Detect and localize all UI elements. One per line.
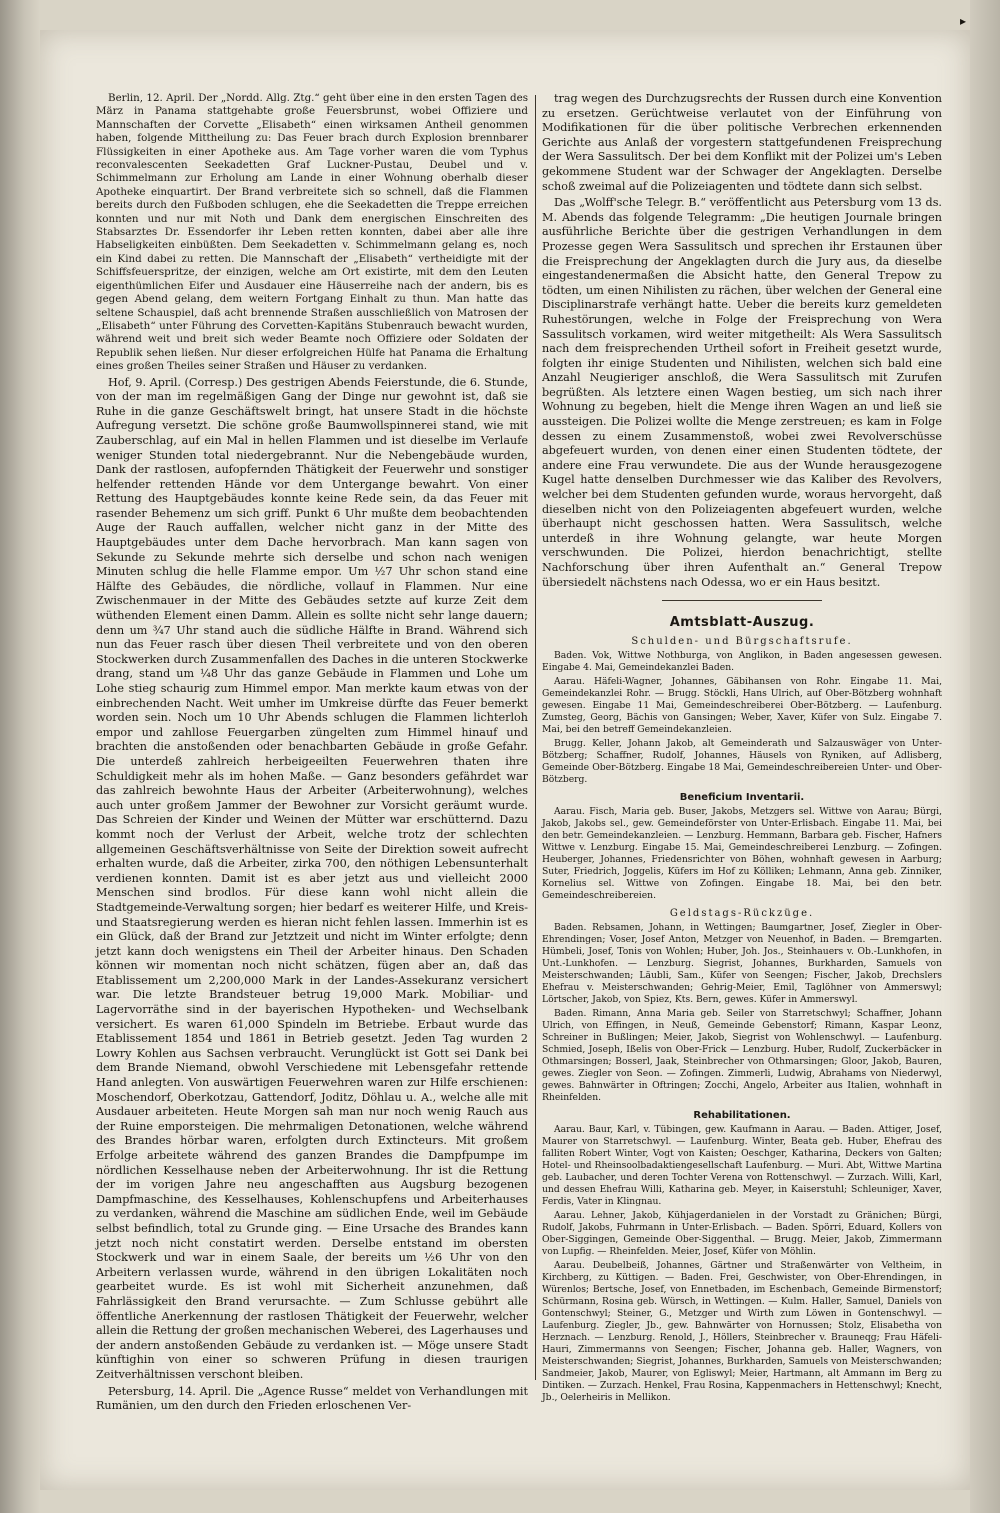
geldstag-entry: Baden. Rimann, Anna Maria geb. Seiler von Starretschwyl; Schaffner, Johann Ulrich, von Effingen, in Neuß, Gemeinde Gebenstorf; Rimann, Kaspar Leonz, Schreiner in Bußlingen; Meier, Jakob, Siegrist von Wohlenschwyl. — Laufenburg. Schmied, Joseph, Ißelis von Ober-Frick — Lenzburg. Huber, Rudolf, Zuckerbäcker in Othmarsingen; Bosserl, Jaak, Steinbrecher von Othmarsingen; Gloor, Jakob, Bauren, gewes. Ziegler von Seon. — Zofingen. Zimmerli, Ludwig, Abrahams von Niederwyl, gewes. Bahnwärter in Oftringen; Zocchi, Angelo, Arbeiter aus Italien, wohnhaft in Rheinfelden. — [542, 1008, 942, 1104]
rehab-entry: Aarau. Deubelbeiß, Johannes, Gärtner und Straßenwärter von Veltheim, in Kirchberg, zu Küttigen. — Baden. Frei, Geschwister, von Ober-Ehrendingen, in Würenlos; Bertsche, Josef, von Ennetbaden, im Eschenbach, Gemeinde Birmenstorf; Schürmann, Rosina geb. Würsch, in Wettingen. — Kulm. Haller, Samuel, Daniels von Gontenschwyl; Steiner, G., Metzger und Wirth zum Löwen in Gontenschwyl. — Laufenburg. Ziegler, Jb., gew. Bahnwärter von Hornussen; Stolz, Elisabetha von Herznach. — Lenzburg. Renold, J., Höllers, Steinbrecher v. Brauneqg; Frau Häfeli-Hauri, Zimmermanns von Seengen; Fischer, Johanna geb. Haller, Wagners, von Meisterschwanden; Siegrist, Johannes, Burkharden, Samuels von Meisterschwanden; Sandmeier, Jakob, Maurer, von Egliswyl; Meier, Hartmann, alt Ammann im Berg zu Dintiken. — Zurzach. Henkel, Frau Rosina, Kappenmachers in Hettenschwyl; Knecht, Jb., Oelerheiris in Mellikon. — [542, 1260, 942, 1404]
article-petersburg: Petersburg, 14. April. Die „Agence Russe“ meldet von Verhandlungen mit Rumänien, um den durch den Frieden erloschenen Ver- — [96, 1384, 528, 1413]
schulden-entry: Brugg. Keller, Johann Jakob, alt Gemeinderath und Salzauswäger von Unter-Bötzberg; Schaffner, Rudolf, Johannes, Häusels von Ryniken, auf Adlisberg, Gemeinde Ober-Bötzberg. Eingabe 18 Mai, Gemeindeschreibereien Unter- und Ober-Bötzberg. — [542, 738, 942, 786]
rehab-heading: Rehabilitationen. — [693, 1110, 791, 1122]
article-berlin: Berlin, 12. April. Der „Nordd. Allg. Ztg.“ geht über eine in den ersten Tagen des März in Panama stattgehabte große Feuersbrunst, wobei Offiziere und Mannschaften der Corvette „Elisabeth“ einen wirksamen Antheil genommen haben, folgende Mittheilung zu: Das Feuer brach durch Explosion brennbarer Flüssigkeiten in einer Apotheke aus. Am Tage vorher waren die vom Typhus reconvalescenten Seekadetten Graf Luckner-Pustau, Deubel und v. Schimmelmann zur Erholung am Lande in einer Wohnung oberhalb dieser Apotheke einquartirt. Der Brand verbreitete sich so schnell, daß die Flammen bereits durch den Fußboden schlugen, ehe die Seekadetten die Treppe erreichen konnten und nur mit Noth und Dank dem energischen Einschreiten des Stabsarztes Dr. Essendorfer ihr Leben retten konnten, dabei aber alle ihre Habseligkeiten einbüßten. Dem Seekadetten v. Schimmelmann gelang es, noch ein Kind dabei zu retten. Die Mannschaft der „Elisabeth“ vertheidigte mit der Schiffsfeuerspritze, der einzigen, welche am Ort existirte, mit dem den Leuten eigenthümlichen Eifer und Ausdauer eine Häuserreihe nach der andern, bis es gegen Abend gelang, dem weitern Fortgang Einhalt zu thun. Man hatte das seltene Schauspiel, daß acht brennende Straßen ausschließlich von Matrosen der „Elisabeth“ unter Führung des Corvetten-Kapitäns Stubenrauch bewacht wurden, während weit und breit sich weder Beamte noch Offiziere oder Soldaten der Republik sehen ließen. Nur dieser erfolgreichen Hülfe hat Panama die Erhaltung eines großen Theiles seiner Straßen und Häuser zu verdanken. — [96, 92, 528, 373]
binding-gutter — [0, 0, 40, 1513]
article-petersburg-continued: trag wegen des Durchzugsrechts der Russen durch eine Konvention zu ersetzen. Gerüchtweise verlautet von der Einführung von Modifikationen für die über politische Verbrechen erkennenden Gerichte aus Anlaß der vorgestern stattgefundenen Freisprechung der Wera Sassulitsch. Der bei dem Konflikt mit der Polizei um's Leben gekommene Student war der Schwager der Angeklagten. Derselbe schoß zweimal auf die Polizeiagenten und tödtete dann sich selbst. — [542, 92, 942, 193]
left-column — [96, 92, 528, 1413]
section-rule — [662, 600, 822, 601]
right-column — [542, 92, 942, 1404]
amtsblatt-title: Amtsblatt-Auszug. — [669, 615, 815, 631]
article-hof: Hof, 9. April. (Corresp.) Des gestrigen Abends Feierstunde, die 6. Stunde, von der man im regelmäßigen Gang der Dinge nur gewohnt ist, daß sie Ruhe in die ganze Geschäftswelt bringt, hat unsere Stadt in die höchste Aufregung versetzt. Die schöne große Baumwollspinnerei stand, wie mit Zauberschlag, auf ein Mal in hellen Flammen und ist dieselbe im Verlaufe weniger Stunden total niedergebrannt. Nur die Nebengebäude wurden, Dank der rastlosen, aufopfernden Thätigkeit der Feuerwehr und sonstiger helfender rettenden Hände vor dem Untergange bewahrt. Von einer Rettung des Hauptgebäudes konnte keine Rede sein, da das Feuer mit rasender Behemenz um sich griff. Punkt 6 Uhr mußte dem beobachtenden Auge der Rauch auffallen, welcher nicht ganz in der Mitte des Hauptgebäudes unter dem Dache hervorbrach. Man kann sagen von Sekunde zu Sekunde mehrte sich derselbe und schon nach wenigen Minuten schlug die helle Flamme empor. Um ½7 Uhr schon stand eine Hälfte des Gebäudes, die nördliche, vollauf in Flammen. Nur eine Zwischenmauer in der Mitte des Gebäudes setzte auf kurze Zeit dem wüthenden Element einen Damm. Allein es sollte nicht sehr lange dauern; denn um ¾7 Uhr stand auch die südliche Hälfte in Brand. Während sich nun das Feuer rasch über diesen Theil verbreitete und von den oberen Stockwerken durch Zusammenfallen des Daches in die unteren Stockwerke drang, stand um ¼8 Uhr das ganze Gebäude in Flammen und Lohe um Lohe stieg schaurig zum Himmel empor. Man merkte kaum etwas von der einbrechenden Nacht. Weit umher im Umkreise dürfte das Feuer bemerkt worden sein. Noch um 10 Uhr Abends schlugen die Flammen lichterloh empor und zahllose Feuergarben züngelten zum Himmel hinauf und brachten die anstoßenden oder benachbarten Gebäude in große Gefahr. Die unterdeß zahlreich herbeigeeilten Feuerwehren thaten ihre Schuldigkeit mehr als im hohen Maße. — Ganz besonders gefährdet war das zahlreich bewohnte Haus der Arbeiter (Arbeiterwohnung), welches auch unter großem Jammer der Bewohner zur Vorsicht geräumt wurde. Das Schreien der Kinder und Weinen der Mütter war erschütternd. Dazu kommt noch der Verlust der Arbeit, welche trotz der schlechten allgemeinen Geschäftsverhältnisse von Seite der Direktion soweit aufrecht erhalten wurde, daß die Arbeiter, zirka 700, den nöthigen Lebensunterhalt verdienen konnten. Damit ist es aber jetzt aus und vielleicht 2000 Menschen sind brodlos. Für diese kann wohl nicht allein die Stadtgemeinde-Verwaltung sorgen; hier bedarf es weiterer Hilfe, und Kreis- und Staatsregierung werden es hieran nicht fehlen lassen. Immerhin ist es ein Glück, daß der Brand zur Jetztzeit und nicht im Winter erfolgte; denn jetzt kann doch wenigstens ein Theil der Arbeiter hinaus. Den Schaden können wir momentan noch nicht schätzen, fügen aber an, daß das Etablissement um 2,200,000 Mark in der Landes-Assekuranz versichert war. Die letzte Brandsteuer betrug 19,000 Mark. Mobiliar- und Lagervorräthe sind in der bayerischen Hypotheken- und Wechselbank versichert. Es waren 61,000 Spindeln im Betriebe. Erbaut wurde das Etablissement 1854 und 1861 in Betrieb gesetzt. Jeden Tag wurden 2 Lowry Kohlen aus Sachsen verbraucht. Verunglückt ist Gott sei Dank bei dem Brande Niemand, obwohl Verschiedene mit Lebensgefahr rettende Hand anlegten. Von auswärtigen Feuerwehren waren zur Hilfe erschienen: Moschendorf, Oberkotzau, Gattendorf, Joditz, Döhlau u. A., welche alle mit Ausdauer arbeiteten. Heute Morgen sah man nur noch wenig Rauch aus der Ruine emporsteigen. Die mehrmaligen Detonationen, welche während des Brandes hörbar waren, erfolgten durch Extincteurs. Mit großem Erfolge arbeitete während des ganzen Brandes die Dampfpumpe im nördlichen Kesselhause neben der Arbeiterwohnung. Ihr ist die Rettung der im vorigen Jahre neu angeschafften aus Augsburg bezogenen Dampfmaschine, des Kesselhauses, Kohlenschupfens und Arbeiterhauses zu verdanken, während die Maschine am südlichen Ende, weil im Gebäude selbst befindlich, total zu Grunde ging. — Eine Ursache des Brandes kann jetzt noch nicht constatirt werden. Derselbe entstand im obersten Stockwerk und war in einem Saale, der bereits um ½6 Uhr von den Arbeitern verlassen wurde, während in den übrigen Lokalitäten noch gearbeitet wurde. Es ist wohl mit Sicherheit anzunehmen, daß Fahrlässigkeit den Brand verursachte. — Zum Schlusse gebührt alle öffentliche Anerkennung der rastlosen Thätigkeit der Feuerwehr, welcher allein die Rettung der großen mechanischen Weberei, des Lagerhauses und der andern anstoßenden Gebäude zu verdanken ist. — Möge unsere Stadt künftighin von einer so schweren Prüfung in diesen traurigen Zeitverhältnissen verschont bleiben. — [96, 375, 528, 1381]
schulden-entry: Aarau. Häfeli-Wagner, Johannes, Gäbihansen von Rohr. Eingabe 11. Mai, Gemeindekanzlei Rohr. — Brugg. Stöckli, Hans Ulrich, auf Ober-Bötzberg wohnhaft gewesen. Eingabe 11 Mai, Gemeindeschreiberei Ober-Bötzberg. — Laufenburg. Zumsteg, Georg, Bächis von Gansingen; Weber, Xaver, Küfer von Sulz. Eingabe 7. Mai, bei den betreff Gemeindekanzleien. — [542, 676, 942, 736]
beneficium-entry: Aarau. Fisch, Maria geb. Buser, Jakobs, Metzgers sel. Wittwe von Aarau; Bürgi, Jakob, Jakobs sel., gew. Gemeindeförster von Unter-Erlisbach. Eingabe 11. Mai, bei den betr. Gemeindekanzleien. — Lenzburg. Hemmann, Barbara geb. Fischer, Hafners Wittwe v. Lenzburg. Eingabe 15. Mai, Gemeindeschreiberei Lenzburg. — Zofingen. Heuberger, Johannes, Friedensrichter von Böhen, wohnhaft gewesen in Aarburg; Suter, Friedrich, Joggelis, Küfers im Hof zu Kölliken; Lehmann, Anna geb. Zinniker, Kornelius sel. Wittwe von Zofingen. Eingabe 18. Mai, bei den betr. Gemeindeschreibereien. — [542, 806, 942, 902]
beneficium-heading: Beneficium Inventarii. — [679, 792, 805, 804]
page-edge — [970, 0, 1000, 1513]
rehab-entry: Aarau. Baur, Karl, v. Tübingen, gew. Kaufmann in Aarau. — Baden. Attiger, Josef, Maurer von Starretschwyl. — Laufenburg. Winter, Beata geb. Huber, Ehefrau des falliten Robert Winter, Vogt von Kaisten; Oeschger, Katharina, Deckers von Galten; Hotel- und Rheinsoolbadaktiengesellschaft Laufenburg. — Muri. Abt, Wittwe Martina geb. Laubacher, und deren Tochter Verena von Rottenschwyl. — Zurzach. Willi, Karl, und dessen Ehefrau Willi, Katharina geb. Meyer, in Kaiserstuhl; Schleuniger, Xaver, Ferdis, Vater in Klingnau. — [542, 1124, 942, 1208]
schulden-heading: Schulden- und Bürgschaftsrufe. — [631, 636, 853, 648]
article-wolff-telegram: Das „Wolff'sche Telegr. B.“ veröffentlicht aus Petersburg vom 13 ds. M. Abends das folgende Telegramm: „Die heutigen Journale bringen ausführliche Berichte über die gestrigen Verhandlungen in dem Prozesse gegen Wera Sassulitsch und sprechen ihr Erstaunen über die Freisprechung der Angeklagten durch die Jury aus, da dieselbe eingestandenermaßen die Absicht hatte, den General Trepow zu tödten, um einen Nihilisten zu rächen, über welchen der General eine Disciplinarstrafe verhängt hatte. Ueber die bereits kurz gemeldeten Ruhestörungen, welche in Folge der Freisprechung von Wera Sassulitsch vorkamen, wird weiter mitgetheilt: Als Wera Sassulitsch nach dem freisprechenden Urtheil sofort in Freiheit gesetzt wurde, folgten ihr einige Studenten und Nihilisten, welchen sich bald eine Anzahl Neugieriger anschloß, die Wera Sassulitsch mit Zurufen begrüßten. Als letztere einen Wagen bestieg, um sich nach ihrer Wohnung zu begeben, hielt die Menge ihren Wagen an und ließ sie aussteigen. Die Polizei wollte die Menge zerstreuen; es kam in Folge dessen zu einem Zusammenstoß, wobei zwei Revolverschüsse abgefeuert wurden, von denen einer einen Studenten tödtete, der andere eine Frau verwundete. Die aus der Wunde herausgezogene Kugel hatte denselben Durchmesser wie das Kaliber des Revolvers, welcher bei dem Studenten gefunden wurde, woraus hervorgeht, daß dieselben nicht von den Polizeiagenten abgefeuert wurden, welche überhaupt nicht geschossen hatten. Wera Sassulitsch, welche unterdeß in ihre Wohnung gelangte, war heute Morgen verschwunden. Die Polizei, hierdon benachrichtigt, stellte Nachforschung über ihren Aufenthalt an.“ General Trepow übersiedelt nächstens nach Odessa, wo er ein Haus besitzt. — [542, 196, 942, 589]
geldstag-entry: Baden. Rebsamen, Johann, in Wettingen; Baumgartner, Josef, Ziegler in Ober-Ehrendingen; Voser, Josef Anton, Metzger von Neuenhof, in Baden. — Bremgarten. Hümbeli, Josef, Tonis von Wohlen; Huber, Joh. Jos., Steinhauers v. Ob.-Lunkhofen, in Unt.-Lunkhofen. — Lenzburg. Siegrist, Johannes, Burkharden, Samuels von Meisterschwanden; Läubli, Sam., Küfer von Seengen; Fischer, Jakob, Drechslers Ehefrau v. Meisterschwanden; Gehrig-Meier, Emil, Taglöhner von Ammerswyl; Lörtscher, Jakob, von Spiez, Kts. Bern, gewes. Küfer in Ammerswyl. — [542, 922, 942, 1006]
schulden-entry: Baden. Vok, Wittwe Nothburga, von Anglikon, in Baden angesessen gewesen. Eingabe 4. Mai, Gemeindekanzlei Baden. — [542, 650, 942, 674]
corner-mark: ▸ — [960, 14, 967, 28]
rehab-entry: Aarau. Lehner, Jakob, Kühjagerdanielen in der Vorstadt zu Gränichen; Bürgi, Rudolf, Jakobs, Fuhrmann in Unter-Erlisbach. — Baden. Spörri, Eduard, Kollers von Ober-Siggingen, Gemeinde Ober-Siggenthal. — Brugg. Meier, Jakob, Zimmermann von Lupfig. — Rheinfelden. Meier, Josef, Küfer von Möhlin. — [542, 1210, 942, 1258]
geldstag-heading: Geldstags-Rückzüge. — [669, 908, 815, 920]
column-divider — [535, 95, 536, 1380]
